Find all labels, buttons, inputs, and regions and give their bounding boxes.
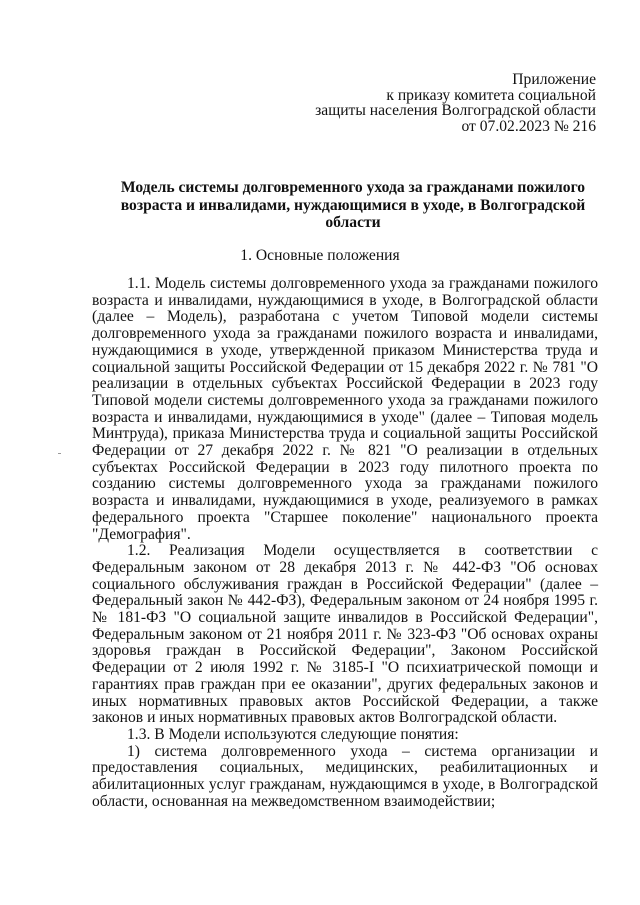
paragraph-1-3-1: 1) система долговременного ухода – система организации и предоставления социальных, медицинских, реабилитационных и абилитационных услуг гражданам, нуждающимся в уходе, в Волгоградской области, основанная на межведомственном взаимодействии;: [92, 742, 598, 810]
paragraph-1-1: 1.1. Модель системы долговременного ухода за гражданами пожилого возраста и инвалидами, нуждающимися в уходе, в Волгоградской области (далее – Модель), разработана с учетом Типовой модели системы долговременного ухода за гражданами пожилого возраста и инвалидами, нуждающимися в уходе, утвержденной приказом Министерства труда и социальной защиты Российской Федерации от 15 декабря 2022 г. № 781 "О реализации в отдельных субъектах Российской Федерации в 2023 году Типовой модели системы долговременного ухода за гражданами пожилого возраста и инвалидами, нуждающимися в уходе" (далее – Типовая модель Минтруда), приказа Министерства труда и социальной защиты Российской Федерации от 27 декабря 2022 г. № 821 "О реализации в отдельных субъектах Российской Федерации в 2023 году пилотного проекта по созданию системы долговременного ухода за гражданами пожилого возраста и инвалидами, нуждающимися в уходе, реализуемого в рамках федерального проекта "Старшее поколение" национального проекта "Демография".: [92, 275, 598, 543]
document-body: [92, 276, 598, 811]
paragraph-1-2: 1.2. Реализация Модели осуществляется в соответствии с Федеральным законом от 28 декабря 2013 г. № 442-ФЗ "Об основах социального обслуживания граждан в Российской Федерации" (далее – Федеральный закон № 442-ФЗ), Федеральным законом от 24 ноября 1995 г. № 181-ФЗ "О социальной защите инвалидов в Российской Федерации", Федеральным законом от 21 ноября 2011 г. № 323-ФЗ "Об основах охраны здоровья граждан в Российской Федерации", Законом Российской Федерации от 2 июля 1992 г. № 3185-I "О психиатрической помощи и гарантиях прав граждан при ее оказании", других федеральных законов и иных нормативных правовых актов Российской Федерации, а также законов и иных нормативных правовых актов Волгоградской области.: [92, 542, 598, 727]
appendix-line-4: от 07.02.2023 № 216: [461, 117, 596, 135]
document-title: Модель системы долговременного ухода за гражданами пожилого возраста и инвалидами, нуждающимися в уходе, в Волгоградской области: [120, 179, 586, 231]
paragraph-1-3: 1.3. В Модели используются следующие понятия:: [127, 725, 459, 743]
appendix-line-2: к приказу комитета социальной: [386, 86, 596, 104]
appendix-line-3: защиты населения Волгоградской области: [315, 102, 596, 120]
appendix-line-1: Приложение: [512, 71, 596, 88]
section-title: 1. Основные положения: [240, 247, 400, 264]
appendix-block: [315, 72, 596, 134]
scan-mark: [58, 453, 61, 454]
